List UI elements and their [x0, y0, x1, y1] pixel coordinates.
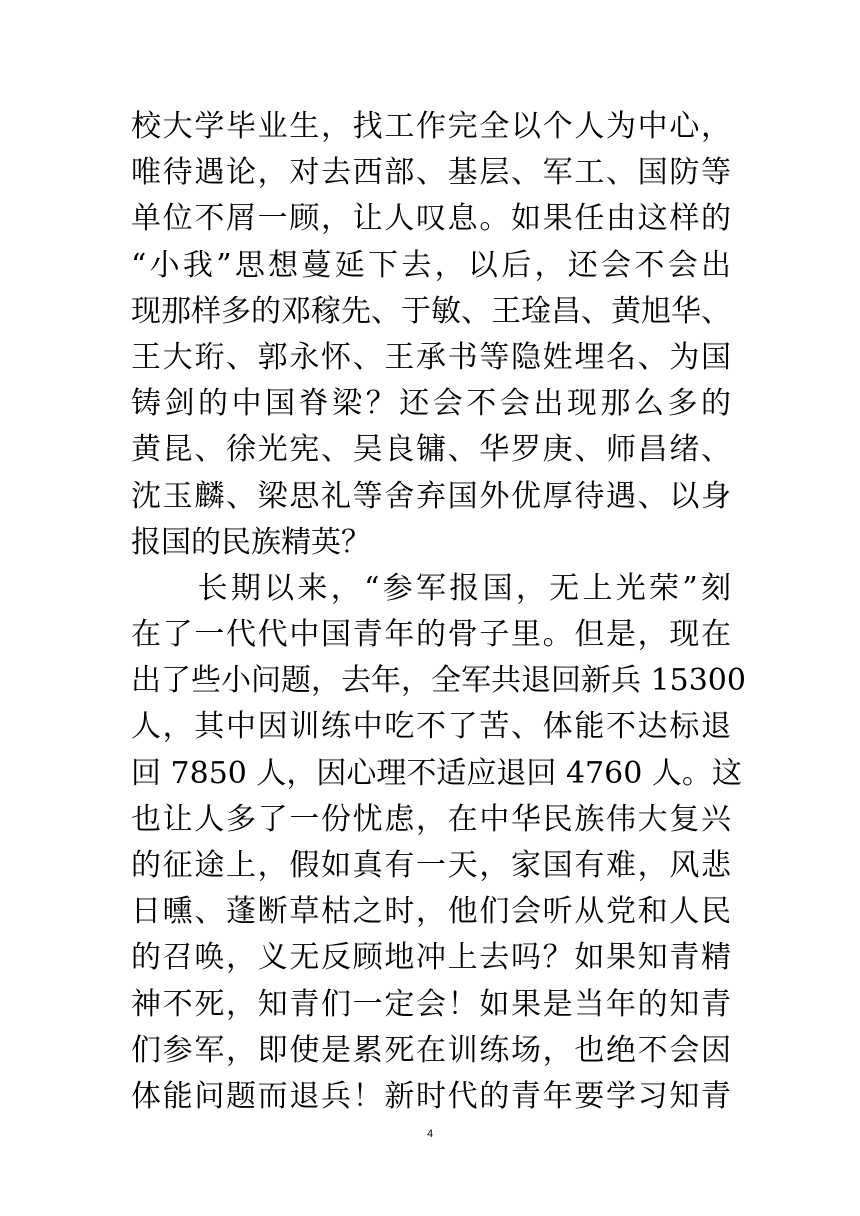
text-line: 校大学毕业生，找工作完全以个人为中心，: [131, 109, 731, 144]
text-line: 现那样多的邓稼先、于敏、王琻昌、黄旭华、: [131, 293, 731, 329]
text-line: 体能问题而退兵！新时代的青年要学习知青: [131, 1078, 731, 1114]
text-line: 沈玉麟、梁思礼等舍弃国外优厚待遇、以身: [131, 478, 731, 514]
page-number: 4: [426, 1128, 434, 1140]
text-line: 们参军，即使是累死在训练场，也绝不会因: [131, 1032, 731, 1068]
text-line: 单位不屑一顾，让人叹息。如果任由这样的: [131, 201, 731, 237]
text-line: 王大珩、郭永怀、王承书等隐姓埋名、为国: [131, 339, 731, 375]
text-line: 在了一代代中国青年的骨子里。但是，现在: [131, 617, 731, 653]
text-line: 的征途上，假如真有一天，家国有难，风悲: [131, 848, 731, 883]
body-text: [131, 104, 746, 1120]
text-line: 长期以来，“参军报国，无上光荣”刻: [131, 570, 731, 606]
text-line: 唯待遇论，对去西部、基层、军工、国防等: [131, 155, 731, 191]
text-line: 日曛、蓬断草枯之时，他们会听从党和人民: [131, 894, 731, 930]
text-line: 人，其中因训练中吃不了苦、体能不达标退: [131, 709, 731, 745]
text-line: 也让人多了一份忧虑，在中华民族伟大复兴: [131, 801, 731, 837]
text-line: 的召唤，义无反顾地冲上去吗？如果知青精: [131, 940, 731, 976]
text-line: 铸剑的中国脊梁？还会不会出现那么多的: [131, 386, 731, 422]
text-line: 回 7850 人，因心理不适应退回 4760 人。这: [131, 755, 742, 791]
text-line: 报国的民族精英？: [131, 524, 371, 560]
text-line: 神不死，知青们一定会！如果是当年的知青: [131, 986, 731, 1022]
text-line: 出了些小问题，去年，全军共退回新兵 15300: [131, 663, 746, 699]
text-line: “小我”思想蔓延下去，以后，还会不会出: [131, 247, 731, 283]
text-line: 黄昆、徐光宪、吴良镛、华罗庚、师昌绪、: [131, 432, 731, 468]
